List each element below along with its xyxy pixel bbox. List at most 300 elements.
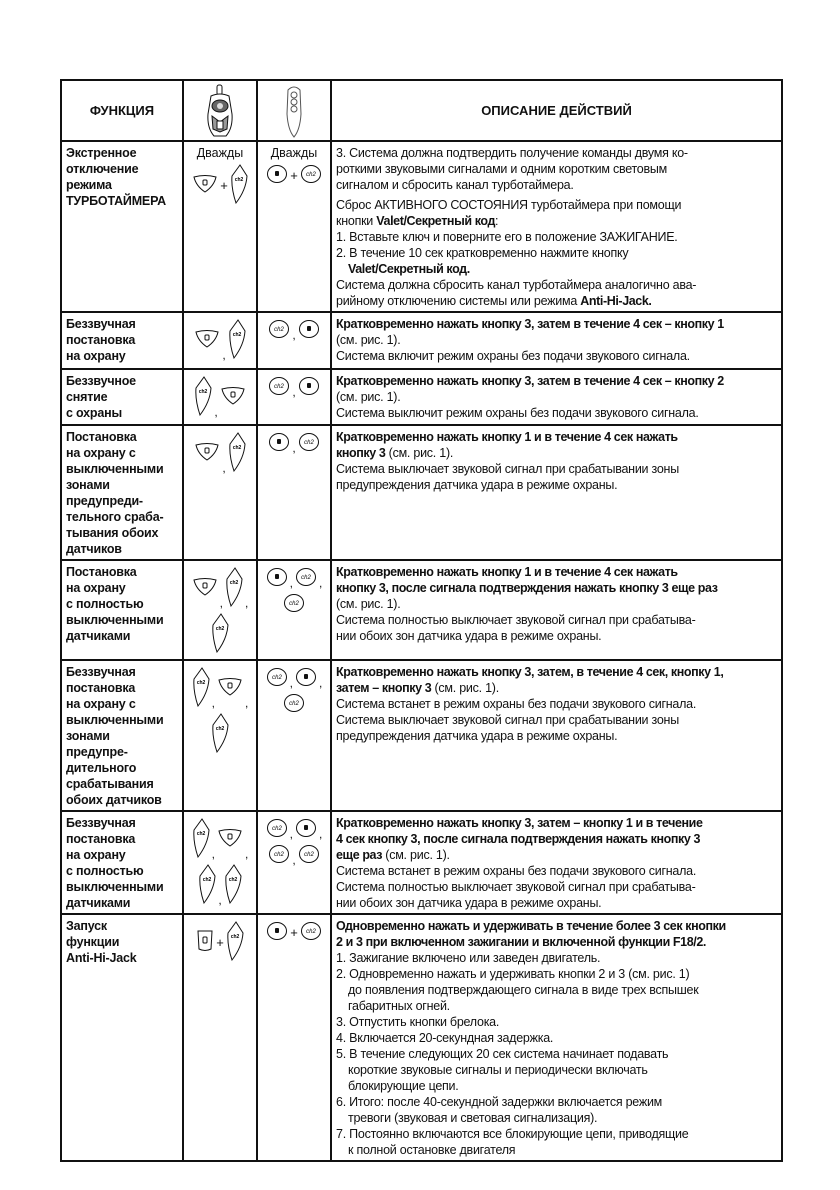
ch2-leaf-button-icon [194, 376, 212, 420]
description-bold-text: Кратковременно нажать кнопку 3, затем – кнопку 1 и в течение [336, 816, 703, 830]
description-line [336, 934, 777, 950]
remote1-cell [183, 914, 257, 1161]
ch2-leaf-button-icon [198, 864, 216, 908]
comma-separator: , [245, 696, 249, 710]
function-cell [61, 660, 183, 811]
description-text: (см. рис. 1). [382, 848, 450, 862]
function-line: тельного сраба- [66, 510, 164, 524]
ch2-round-button-icon [295, 567, 317, 591]
comma-separator: , [211, 696, 215, 710]
remote2-cell [257, 312, 331, 369]
lock-round-button-icon [266, 164, 288, 188]
description-line [336, 1030, 777, 1046]
description-text: 3. Отпустить кнопки брелока. [336, 1015, 500, 1029]
description-text: 1. Вставьте ключ и поверните его в положение ЗАЖИГАНИЕ. [336, 230, 678, 244]
description-line [336, 847, 777, 863]
description-line [336, 580, 777, 596]
comma-separator: , [319, 576, 323, 590]
ch2-round-button-icon [298, 432, 320, 456]
function-line: срабатывания [66, 777, 154, 791]
function-line: Беззвучная [66, 816, 136, 830]
button-sequence [262, 564, 326, 617]
function-line: Постановка [66, 565, 137, 579]
ch2-round-button-icon [266, 818, 288, 842]
ch2-leaf-button-icon [225, 567, 243, 611]
button-sequence [262, 664, 326, 717]
function-line: датчиков [66, 542, 122, 556]
description-text: 3. Система должна подтвердить получение команды двумя ко- [336, 146, 688, 160]
description-text: предупреждения датчика удара в режиме охраны. [336, 478, 618, 492]
comma-separator: , [292, 853, 296, 867]
svg-text:ch2: ch2 [271, 826, 282, 832]
description-text: 7. Постоянно включаются все блокирующие цепи, приводящие [336, 1127, 689, 1141]
function-line: постановка [66, 333, 136, 347]
svg-text:ch2: ch2 [196, 680, 205, 686]
description-bold-text: кнопку 3 [336, 446, 386, 460]
description-text: 2. В течение 10 сек кратковременно нажмите кнопку [336, 246, 629, 260]
function-cell [61, 369, 183, 425]
comma-separator: , [245, 847, 249, 861]
description-line [336, 1126, 777, 1142]
description-line [336, 664, 777, 680]
description-line [336, 461, 777, 477]
function-line: зонами [66, 478, 110, 492]
description-text: к полной остановке двигателя [348, 1143, 516, 1157]
description-line [336, 277, 777, 293]
remote1-cell [183, 560, 257, 660]
description-text: нии обоих зон датчика удара в режиме охраны. [336, 629, 602, 643]
table-row [61, 914, 782, 1161]
svg-text:ch2: ch2 [230, 934, 240, 940]
functions-table [60, 79, 783, 1162]
description-line [336, 1062, 777, 1078]
description-line [336, 815, 777, 831]
button-sequence [188, 373, 252, 420]
button-sequence [262, 429, 326, 456]
description-text: (см. рис. 1). [336, 597, 401, 611]
remote1-cell [183, 312, 257, 369]
button-sequence [188, 815, 252, 908]
press-count-label: Дважды [270, 146, 318, 160]
function-cell [61, 560, 183, 660]
function-line: тывания обоих [66, 526, 159, 540]
svg-text:ch2: ch2 [289, 701, 299, 707]
svg-text:ch2: ch2 [229, 580, 239, 586]
description-text: (см. рис. 1). [336, 333, 401, 347]
description-cell [331, 914, 782, 1161]
header-remote1 [183, 80, 257, 141]
ch2-round-button-icon [283, 593, 305, 617]
lock-round-button-icon [266, 567, 288, 591]
svg-text:ch2: ch2 [289, 601, 299, 607]
header-description: ОПИСАНИЕ ДЕЙСТВИЙ [331, 80, 782, 141]
description-text: (см. рис. 1). [385, 446, 454, 460]
description-text: до появления подтверждающего сигнала в виде трех вспышек [348, 983, 699, 997]
table-row [61, 425, 782, 560]
remote1-cell [183, 811, 257, 914]
button-sequence [262, 161, 326, 188]
description-bold-text: Кратковременно нажать кнопку 3, затем в течение 4 сек – кнопку 2 [336, 374, 724, 388]
description-bold-text: затем – кнопку 3 [336, 681, 432, 695]
description-line [336, 680, 777, 696]
function-line: Постановка [66, 430, 137, 444]
description-line [336, 612, 777, 628]
lock-button-icon [220, 386, 246, 410]
svg-text:ch2: ch2 [215, 626, 225, 632]
ch2-leaf-button-icon [192, 818, 210, 862]
comma-separator: , [222, 461, 226, 475]
description-bold-text: Anti-Hi-Jack. [580, 294, 652, 308]
function-line: датчиками [66, 896, 131, 910]
description-line [336, 895, 777, 911]
remote2-cell [257, 560, 331, 660]
function-line: выключенными [66, 462, 164, 476]
function-line: Беззвучное [66, 374, 136, 388]
description-text: предупреждения датчика удара в режиме охраны. [336, 729, 618, 743]
function-line: Экстренное [66, 146, 137, 160]
svg-text:ch2: ch2 [274, 327, 285, 333]
header-remote2 [257, 80, 331, 141]
description-text: 4. Включается 20-секундная задержка. [336, 1031, 554, 1045]
function-line: предупре- [66, 745, 128, 759]
svg-text:ch2: ch2 [305, 929, 316, 935]
description-line [336, 213, 777, 229]
description-cell [331, 312, 782, 369]
description-line [336, 1110, 777, 1126]
ch2-round-button-icon [300, 921, 322, 945]
description-text: 2. Одновременно нажать и удерживать кнопки 2 и 3 (см. рис. 1) [336, 967, 690, 981]
lock-button-icon [192, 577, 218, 601]
description-line [336, 429, 777, 445]
function-line: обоих датчиков [66, 793, 162, 807]
remote2-cell [257, 660, 331, 811]
remote2-cell [257, 914, 331, 1161]
description-text: габаритных огней. [348, 999, 450, 1013]
description-line [336, 628, 777, 644]
description-line [336, 332, 777, 348]
description-line [336, 831, 777, 847]
description-text: сигналом и сбросить канал турботаймера. [336, 178, 574, 192]
ch2-leaf-button-icon [211, 613, 229, 657]
table-row [61, 660, 782, 811]
remote2-cell [257, 425, 331, 560]
ch2-round-button-icon [300, 164, 322, 188]
function-line: на охрану с [66, 446, 136, 460]
svg-text:ch2: ch2 [196, 831, 205, 837]
svg-text:ch2: ch2 [303, 852, 314, 858]
table-row [61, 560, 782, 660]
description-cell [331, 369, 782, 425]
button-sequence [262, 316, 326, 343]
description-line [336, 966, 777, 982]
svg-text:ch2: ch2 [199, 389, 208, 395]
svg-text:ch2: ch2 [232, 445, 241, 451]
description-text: 6. Итого: после 40-секундной задержки включается режим [336, 1095, 663, 1109]
description-line [336, 161, 777, 177]
description-line [336, 145, 777, 161]
description-text: Система полностью выключает звуковой сигнал при срабатыва- [336, 613, 696, 627]
ch2-leaf-button-icon [226, 921, 244, 965]
function-cell [61, 425, 183, 560]
function-line: дительного [66, 761, 137, 775]
remote-simple-icon [284, 84, 304, 138]
remote1-cell [183, 660, 257, 811]
lock-round-button-icon [295, 818, 317, 842]
lock-round-button-icon [298, 376, 320, 400]
description-bold-text: Кратковременно нажать кнопку 3, затем, в течение 4 сек, кнопку 1, [336, 665, 724, 679]
comma-separator: , [319, 827, 323, 841]
svg-text:ch2: ch2 [274, 384, 285, 390]
lock-button-icon [194, 329, 220, 353]
comma-separator: , [292, 441, 296, 455]
description-line [336, 1014, 777, 1030]
description-text: 5. В течение следующих 20 сек система начинает подавать [336, 1047, 669, 1061]
description-text: Система должна сбросить канал турботаймера аналогично ава- [336, 278, 697, 292]
description-text: роткими звуковыми сигналами и одним коротким световым [336, 162, 667, 176]
lock-round-button-icon [295, 667, 317, 691]
description-text: Система полностью выключает звуковой сигнал при срабатыва- [336, 880, 696, 894]
description-line [336, 261, 777, 277]
description-text: Система встанет в режим охраны без подачи звукового сигнала. [336, 697, 697, 711]
comma-separator: , [289, 576, 293, 590]
description-cell [331, 425, 782, 560]
description-line [336, 982, 777, 998]
description-text: Система включит режим охраны без подачи звукового сигнала. [336, 349, 690, 363]
function-cell [61, 141, 183, 312]
lock-button-icon [194, 442, 220, 466]
description-bold-text: Кратковременно нажать кнопку 1 и в течение 4 сек нажать [336, 430, 678, 444]
description-line [336, 348, 777, 364]
ch2-round-button-icon [266, 667, 288, 691]
description-line [336, 445, 777, 461]
description-line [336, 177, 777, 193]
function-cell [61, 811, 183, 914]
description-line [336, 1094, 777, 1110]
function-line: с охраны [66, 406, 122, 420]
description-line [336, 405, 777, 421]
ch2-round-button-icon [298, 844, 320, 868]
function-line: на охрану с [66, 697, 136, 711]
function-cell [61, 312, 183, 369]
description-cell [331, 560, 782, 660]
description-line [336, 1046, 777, 1062]
function-line: на охрану [66, 581, 126, 595]
function-line: постановка [66, 681, 136, 695]
description-text: Система встанет в режим охраны без подачи звукового сигнала. [336, 864, 697, 878]
description-line [336, 918, 777, 934]
ch2-leaf-button-icon [192, 667, 210, 711]
ch2-round-button-icon [268, 376, 290, 400]
function-line: датчиками [66, 629, 131, 643]
comma-separator: , [292, 328, 296, 342]
description-bold-text: 4 сек кнопку 3, после сигнала подтверждения нажать кнопку 3 [336, 832, 701, 846]
table-row [61, 811, 782, 914]
press-count-label: Дважды [196, 146, 244, 160]
ch2-leaf-button-icon [211, 713, 229, 757]
comma-separator: , [319, 676, 323, 690]
description-text: Система выключит режим охраны без подачи звукового сигнала. [336, 406, 699, 420]
remote1-cell [183, 369, 257, 425]
lock-button-icon [192, 174, 218, 198]
comma-separator: , [214, 405, 218, 419]
description-text: блокирующие цепи. [348, 1079, 459, 1093]
comma-separator: , [245, 596, 249, 610]
button-sequence [188, 918, 252, 965]
description-line [336, 1078, 777, 1094]
ch2-round-button-icon [268, 844, 290, 868]
table-header-row [61, 80, 782, 141]
ch2-leaf-button-icon [228, 432, 246, 476]
comma-separator: , [211, 847, 215, 861]
description-text: : [495, 214, 499, 228]
function-line: снятие [66, 390, 108, 404]
description-line [336, 245, 777, 261]
description-line [336, 998, 777, 1014]
function-line: Беззвучная [66, 317, 136, 331]
button-sequence [188, 429, 252, 476]
remote2-cell [257, 369, 331, 425]
description-bold-text: еще раз [336, 848, 383, 862]
svg-text:ch2: ch2 [301, 575, 311, 581]
lock-button-icon [217, 677, 243, 701]
description-text: Система выключает звуковой сигнал при срабатывании зоны [336, 713, 679, 727]
function-line: зонами [66, 729, 110, 743]
button-sequence [262, 373, 326, 400]
description-bold-text: Одновременно нажать и удерживать в течение более 3 сек кнопки [336, 919, 726, 933]
comma-separator: , [218, 893, 222, 907]
description-line [336, 596, 777, 612]
remote1-cell [183, 141, 257, 312]
description-text: рийному отключению системы или режима [336, 294, 581, 308]
svg-text:ch2: ch2 [228, 877, 237, 883]
plus-separator: + [290, 925, 298, 940]
description-line [336, 712, 777, 728]
remote1-cell [183, 425, 257, 560]
function-line: функции [66, 935, 120, 949]
description-line [336, 389, 777, 405]
function-line: режима [66, 178, 112, 192]
description-text: короткие звуковые сигналы и периодически включать [348, 1063, 648, 1077]
description-line [336, 293, 777, 309]
plus-separator: + [290, 168, 298, 183]
description-text: 1. Зажигание включено или заведен двигатель. [336, 951, 601, 965]
description-text: Система выключает звуковой сигнал при срабатывании зоны [336, 462, 679, 476]
lock-round-button-icon [266, 921, 288, 945]
remote-lcd-icon [205, 84, 235, 138]
remote2-cell [257, 141, 331, 312]
lock-round-button-icon [268, 432, 290, 456]
function-line: выключенными [66, 713, 164, 727]
function-line: постановка [66, 832, 136, 846]
description-line [336, 197, 777, 213]
function-line: Запуск [66, 919, 107, 933]
function-line: Anti-Hi-Jack [66, 951, 137, 965]
description-line [336, 564, 777, 580]
description-bold-text: кнопку 3, после сигнала подтверждения нажать кнопку 3 еще раз [336, 581, 718, 595]
description-text: кнопки [336, 214, 377, 228]
table-row [61, 312, 782, 369]
description-text: (см. рис. 1). [336, 390, 401, 404]
button-sequence [262, 918, 326, 945]
svg-text:ch2: ch2 [234, 177, 244, 183]
ch2-leaf-button-icon [228, 319, 246, 363]
description-line [336, 373, 777, 389]
description-text: (см. рис. 1). [431, 681, 499, 695]
function-cell [61, 914, 183, 1161]
function-line: с полностью [66, 597, 144, 611]
header-function: ФУНКЦИЯ [61, 80, 183, 141]
svg-text:ch2: ch2 [271, 675, 282, 681]
function-line: на охрану [66, 349, 126, 363]
lock-round-button-icon [298, 319, 320, 343]
description-text: Сброс АКТИВНОГО СОСТОЯНИЯ турботаймера при помощи [336, 198, 682, 212]
description-line [336, 229, 777, 245]
comma-separator: , [219, 596, 223, 610]
svg-text:ch2: ch2 [303, 440, 314, 446]
function-line: Беззвучная [66, 665, 136, 679]
plus-separator: + [220, 178, 228, 193]
description-cell [331, 660, 782, 811]
svg-text:ch2: ch2 [305, 172, 316, 178]
description-line [336, 728, 777, 744]
function-line: предупреди- [66, 494, 143, 508]
function-line: выключенными [66, 613, 164, 627]
lock-button-icon [217, 828, 243, 852]
description-line [336, 863, 777, 879]
ch2-round-button-icon [283, 693, 305, 717]
description-line [336, 477, 777, 493]
description-text: нии обоих зон датчика удара в режиме охраны. [336, 896, 602, 910]
comma-separator: , [292, 385, 296, 399]
table-row [61, 369, 782, 425]
svg-text:ch2: ch2 [274, 852, 285, 858]
description-line [336, 1142, 777, 1158]
button-sequence [188, 664, 252, 757]
remote2-cell [257, 811, 331, 914]
button-sequence [188, 564, 252, 657]
button-sequence [262, 815, 326, 868]
description-line [336, 950, 777, 966]
comma-separator: , [289, 676, 293, 690]
description-text: тревоги (звуковая и световая сигнализация). [348, 1111, 598, 1125]
function-line: отключение [66, 162, 139, 176]
description-bold-text: Кратковременно нажать кнопку 1 и в течение 4 сек нажать [336, 565, 678, 579]
description-line [336, 316, 777, 332]
svg-text:ch2: ch2 [203, 877, 212, 883]
button-sequence [188, 316, 252, 363]
description-bold-text: Valet/Секретный код [376, 214, 495, 228]
lock-rect-button-icon [196, 929, 214, 957]
ch2-leaf-button-icon [224, 864, 242, 908]
svg-text:ch2: ch2 [232, 332, 241, 338]
description-bold-text: 2 и 3 при включенном зажигании и включенной функции F18/2. [336, 935, 706, 949]
comma-separator: , [289, 827, 293, 841]
description-line [336, 696, 777, 712]
button-sequence [188, 161, 252, 208]
table-row [61, 141, 782, 312]
comma-separator: , [222, 348, 226, 362]
ch2-leaf-button-icon [230, 164, 248, 208]
plus-separator: + [216, 935, 224, 950]
description-line [336, 879, 777, 895]
function-line: на охрану [66, 848, 126, 862]
function-line: с полностью [66, 864, 144, 878]
function-line: выключенными [66, 880, 164, 894]
svg-text:ch2: ch2 [215, 726, 225, 732]
ch2-round-button-icon [268, 319, 290, 343]
description-bold-text: Valet/Секретный код. [348, 262, 470, 276]
description-bold-text: Кратковременно нажать кнопку 3, затем в течение 4 сек – кнопку 1 [336, 317, 724, 331]
